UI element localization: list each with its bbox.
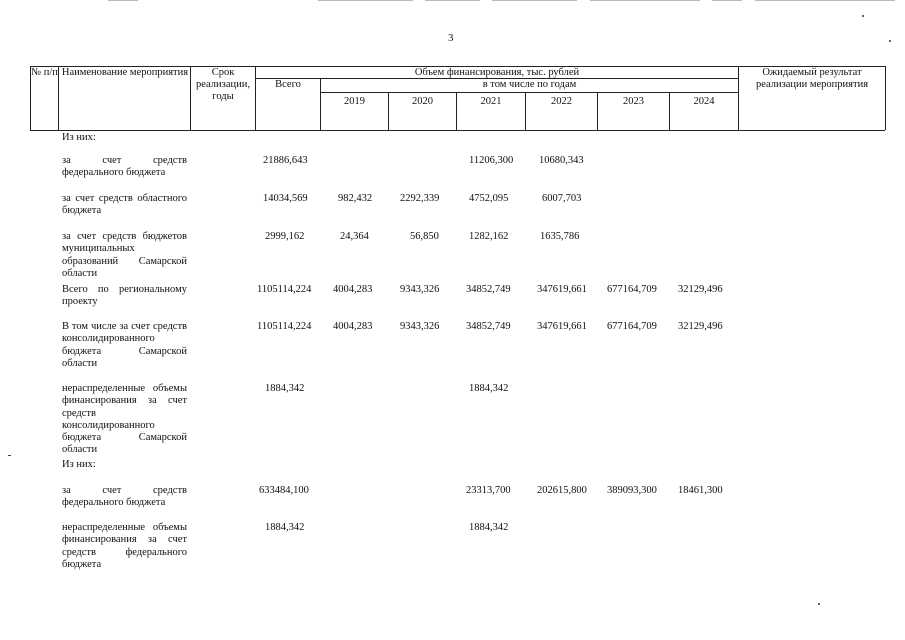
row-value-2021: 4752,095 [469,193,509,204]
row-value-2023: 389093,300 [607,485,657,496]
row-total: 1105114,224 [257,284,312,295]
header-by-years: в том числе по годам [482,79,577,90]
row-name: Из них: [62,459,96,470]
header-result: Ожидаемый результат реализации мероприятия [755,67,869,90]
row-value-2021: 23313,700 [466,485,511,496]
row-total: 1884,342 [265,383,305,394]
row-value-2024: 32129,496 [678,321,723,332]
row-name: В том числе за счет средств консолидированного бюджета Самарской области [62,321,187,369]
header-year: 2020 [412,96,433,107]
row-value-2022: 347619,661 [537,284,587,295]
row-total: 2999,162 [265,231,305,242]
row-value-2023: 677164,709 [607,321,657,332]
header-year: 2021 [480,96,502,107]
row-value-2021: 34852,749 [466,284,511,295]
row-name: Из них: [62,132,96,143]
scan-artifact [492,0,577,1]
scan-artifact [755,0,895,1]
row-value-2019: 24,364 [340,231,369,242]
row-name: за счет средств федерального бюджета [62,155,187,179]
scan-artifact [108,0,138,1]
scan-artifact [590,0,700,1]
row-name: за счет средств федерального бюджета [62,485,187,509]
header-term: Срок реализации, годы [196,67,250,102]
scan-speck [889,40,891,42]
row-value-2019: 982,432 [338,193,373,204]
row-value-2021: 34852,749 [466,321,511,332]
row-value-2020: 9343,326 [400,284,440,295]
row-value-2019: 4004,283 [333,321,373,332]
row-value-2022: 347619,661 [537,321,587,332]
row-value-2022: 1635,786 [540,231,580,242]
row-value-2020: 9343,326 [400,321,440,332]
header-year: 2023 [623,96,644,107]
row-total: 633484,100 [259,485,309,496]
row-total: 1105114,224 [257,321,312,332]
scan-speck [8,455,11,456]
scan-speck [862,15,864,17]
row-value-2021: 1884,342 [469,383,509,394]
header-total: Всего [275,79,301,90]
scan-artifact [318,0,413,1]
row-name: нераспределенные объемы финансирования за счет средств консолидированного бюджета Самарской области [62,383,187,456]
scan-speck [818,603,820,605]
row-value-2022: 6007,703 [542,193,582,204]
header-year: 2024 [693,96,715,107]
row-value-2020: 2292,339 [400,193,440,204]
scan-artifact [425,0,480,1]
row-value-2019: 4004,283 [333,284,373,295]
page-number: 3 [448,32,454,44]
header-number: № п/п [31,67,58,78]
row-name: нераспределенные объемы финансирования за счет средств федерального бюджета [62,522,187,570]
header-name: Наименование мероприятия [61,67,189,78]
header-year: 2019 [344,96,365,107]
row-value-2022: 10680,343 [539,155,584,166]
row-value-2023: 677164,709 [607,284,657,295]
row-total: 14034,569 [263,193,308,204]
header-year: 2022 [551,96,572,107]
row-value-2022: 202615,800 [537,485,587,496]
row-name: за счет средств бюджетов муниципальных образований Самарской области [62,231,187,279]
row-value-2021: 1884,342 [469,522,509,533]
scan-artifact [712,0,742,1]
row-name: Всего по региональному проекту [62,284,187,308]
row-value-2024: 18461,300 [678,485,723,496]
row-value-2020: 56,850 [410,231,439,242]
row-total: 21886,643 [263,155,308,166]
header-financing: Объем финансирования, тыс. рублей [414,67,580,78]
row-value-2024: 32129,496 [678,284,723,295]
row-value-2021: 1282,162 [469,231,509,242]
row-total: 1884,342 [265,522,305,533]
row-name: за счет средств областного бюджета [62,193,187,217]
row-value-2021: 11206,300 [469,155,514,166]
